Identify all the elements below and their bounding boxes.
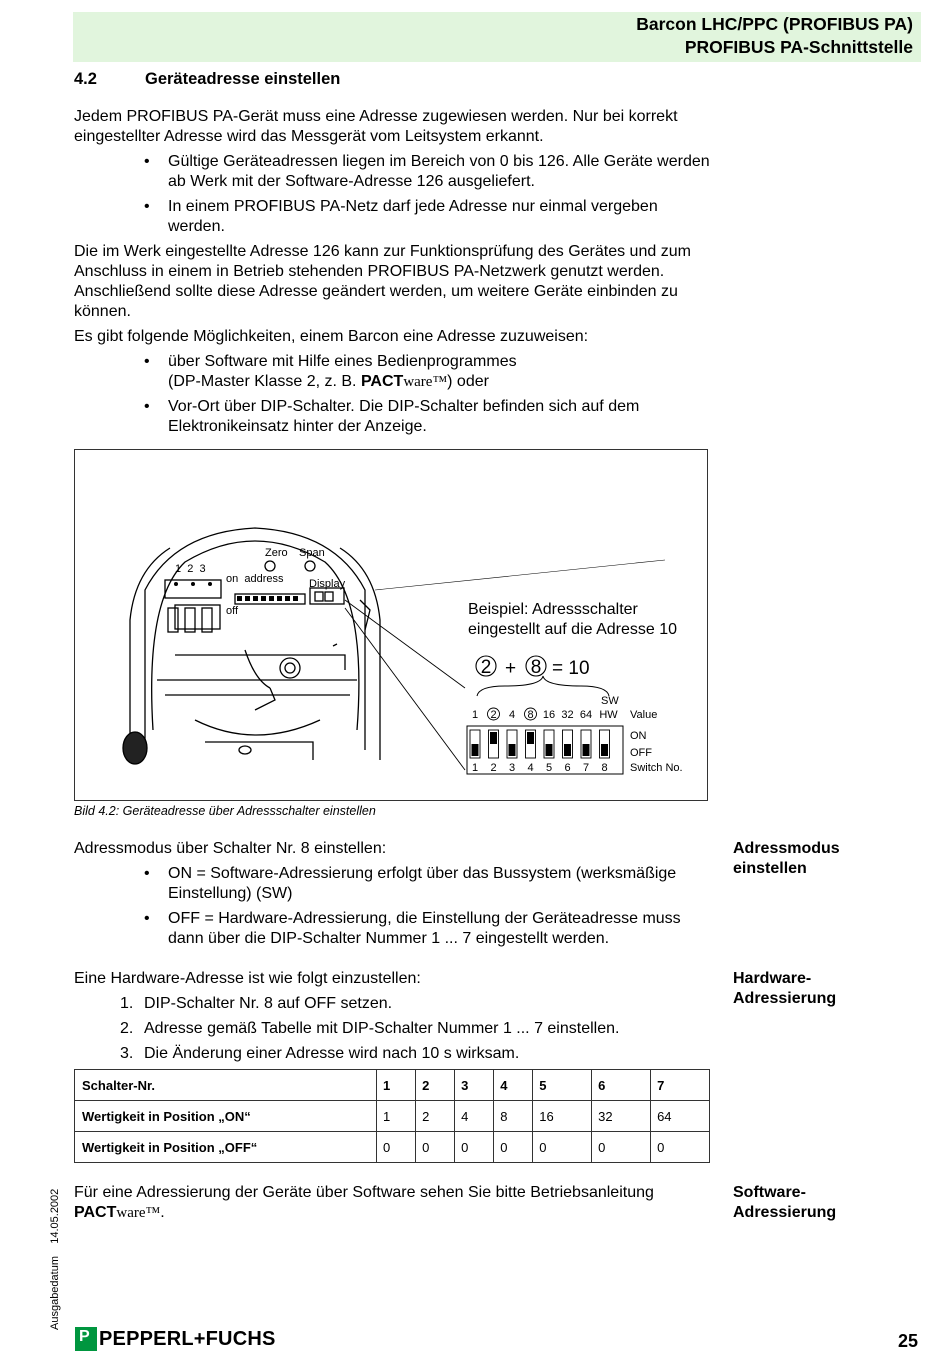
list-item: • Gültige Geräteadressen liegen im Bereich von 0 bis 126. Alle Geräte werden ab Werk mit der Software-Adresse 126 ausgeliefert.	[74, 152, 714, 192]
intro-bullet-list	[74, 152, 714, 237]
dip-switch-knob	[509, 744, 516, 756]
ware-text: ware™	[116, 1205, 161, 1221]
switch-number: 1	[471, 762, 479, 774]
table-row	[75, 1101, 710, 1132]
table-row	[75, 1070, 710, 1101]
option-software-line1: über Software mit Hilfe eines Bedienprogrammes	[168, 353, 517, 370]
figure-caption: Bild 4.2: Geräteadresse über Adressschalter einstellen	[74, 804, 376, 818]
table-row	[75, 1132, 710, 1163]
hardware-intro: Eine Hardware-Adresse ist wie folgt einzustellen:	[74, 970, 421, 987]
value-label: Value	[630, 709, 658, 721]
option-software-line2-post: ) oder	[447, 373, 489, 390]
margin-note-software	[733, 1183, 883, 1223]
switch-number: 5	[545, 762, 553, 774]
switch-number: 3	[508, 762, 516, 774]
list-item: • Vor-Ort über DIP-Schalter. Die DIP-Schalter befinden sich auf dem Elektronikeinsatz hinter der Anzeige.	[74, 397, 714, 437]
pepperl-fuchs-logo	[75, 1326, 276, 1352]
formula-b: 8	[530, 657, 542, 678]
software-sentence: Für eine Adressierung der Geräte über Software sehen Sie bitte Betriebsanleitung	[74, 1184, 654, 1201]
dip-switch-knob	[546, 744, 553, 756]
intro-paragraph: Jedem PROFIBUS PA-Gerät muss eine Adresse zugewiesen werden. Nur bei korrekt eingestellter Adresse wird das Messgerät vom Leitsystem erkannt.	[74, 108, 678, 145]
switch-row	[470, 730, 610, 758]
table-cell: 1	[377, 1101, 416, 1132]
value-tick: 4	[508, 709, 516, 721]
dip-switch-knob	[527, 732, 534, 744]
option-software-line2-pre: (DP-Master Klasse 2, z. B.	[168, 373, 361, 390]
table-cell: 0	[592, 1132, 651, 1163]
margin-note-line: Adressmodus	[733, 840, 840, 857]
table-cell: 0	[494, 1132, 533, 1163]
table-cell: 4	[455, 1101, 494, 1132]
ware-text: ware™	[403, 374, 448, 390]
value-tick: HW	[599, 709, 618, 721]
table-cell: 0	[416, 1132, 455, 1163]
table-cell: 4	[494, 1070, 533, 1101]
on-label: ON	[630, 730, 647, 742]
off-label: off	[226, 605, 239, 617]
value-tick: 1	[471, 709, 479, 721]
value-row	[472, 708, 618, 721]
table-row-label: Wertigkeit in Position „ON“	[75, 1101, 377, 1132]
table-cell: 1	[377, 1070, 416, 1101]
options-intro: Es gibt folgende Möglichkeiten, einem Barcon eine Adresse zuzuweisen:	[74, 328, 589, 345]
table-cell: 2	[416, 1070, 455, 1101]
hardware-steps	[74, 994, 714, 1064]
margin-note-address-mode	[733, 839, 883, 879]
address-mode-list	[74, 864, 714, 949]
software-paragraph	[74, 1183, 714, 1223]
example-line2: eingestellt auf die Adresse 10	[468, 621, 678, 638]
table-cell: 3	[455, 1070, 494, 1101]
list-item: • ON = Software-Adressierung erfolgt über das Bussystem (werksmäßige Einstellung) (SW)	[74, 864, 714, 904]
logo-mark-icon	[75, 1327, 97, 1351]
address-mode-text	[74, 839, 714, 954]
software-text	[74, 1183, 714, 1228]
value-tick: 64	[579, 709, 593, 721]
list-item	[74, 352, 714, 392]
factory-address-paragraph: Die im Werk eingestellte Adresse 126 kann zur Funktionsprüfung des Gerätes und zum Anschluss in einem in Betrieb stehenden PROFIBUS PA-Netzwerk genutzt werden. Anschließend sollte diese Adresse geändert werden, um weitere Geräte einbinden zu können.	[74, 243, 691, 320]
options-list	[74, 352, 714, 437]
value-tick: 2	[490, 709, 497, 721]
intro-text	[74, 107, 714, 442]
step-text: Die Änderung einer Adresse wird nach 10 s wirksam.	[144, 1045, 520, 1062]
table-cell: 0	[651, 1132, 710, 1163]
switch-number: 4	[527, 762, 534, 774]
header-title-line2: PROFIBUS PA-Schnittstelle	[684, 37, 913, 57]
header-title-line1: Barcon LHC/PPC (PROFIBUS PA)	[636, 14, 913, 34]
table-cell: 16	[533, 1101, 592, 1132]
logo-mark-letter: P	[79, 1328, 90, 1345]
table-cell: 7	[651, 1070, 710, 1101]
margin-note-hardware	[733, 969, 883, 1009]
list-item: 2. Adresse gemäß Tabelle mit DIP-Schalter Nummer 1 ... 7 einstellen.	[120, 1020, 620, 1037]
margin-note-line: Software-	[733, 1184, 806, 1201]
dip-switch-knob	[601, 744, 608, 756]
formula	[476, 656, 590, 679]
page-number: 25	[898, 1331, 919, 1351]
table-row-label: Wertigkeit in Position „OFF“	[75, 1132, 377, 1163]
list-item: • In einem PROFIBUS PA-Netz darf jede Adresse nur einmal vergeben werden.	[74, 197, 714, 237]
value-tick: 32	[561, 709, 574, 721]
switch-no-label: Switch No.	[630, 762, 683, 774]
table-cell: 8	[494, 1101, 533, 1132]
address-mode-intro: Adressmodus über Schalter Nr. 8 einstellen:	[74, 840, 387, 857]
margin-note-line: Adressierung	[733, 1204, 837, 1221]
logo-text: PEPPERL+FUCHS	[99, 1327, 276, 1350]
table-cell: 0	[533, 1132, 592, 1163]
step-text: Adresse gemäß Tabelle mit DIP-Schalter Nummer 1 ... 7 einstellen.	[144, 1020, 620, 1037]
terminal-numbers: 1 2 3	[175, 563, 206, 575]
switch-number: 2	[490, 762, 497, 774]
dip-switch-knob	[490, 732, 497, 744]
table-cell: 6	[592, 1070, 651, 1101]
dip-switch-knob	[583, 744, 590, 756]
value-tick: 8	[527, 709, 534, 721]
list-item: 1. DIP-Schalter Nr. 8 auf OFF setzen.	[120, 995, 393, 1012]
issue-date	[49, 1189, 61, 1330]
section-title: Geräteadresse einstellen	[145, 70, 341, 88]
document-title	[636, 13, 913, 59]
switch-value-table	[74, 1069, 710, 1163]
formula-brace	[477, 676, 609, 696]
sw-label: SW	[601, 695, 619, 707]
issue-date-label: Ausgabedatum	[49, 1256, 61, 1330]
switch-number: 6	[564, 762, 571, 774]
example-line1: Beispiel: Adressschalter	[468, 601, 638, 618]
formula-result: = 10	[552, 658, 590, 679]
dip-switch-knob	[564, 744, 571, 756]
table-row-label: Schalter-Nr.	[75, 1070, 377, 1101]
device-illustration	[75, 450, 709, 802]
hardware-text	[74, 969, 714, 1069]
table-cell: 0	[455, 1132, 494, 1163]
pact-text: PACT	[360, 373, 404, 390]
zero-label: Zero	[265, 547, 288, 559]
figure-frame	[74, 449, 708, 801]
table-cell: 0	[377, 1132, 416, 1163]
table-cell: 32	[592, 1101, 651, 1132]
margin-note-line: einstellen	[733, 860, 807, 877]
formula-plus: +	[505, 658, 517, 679]
display-label: Display	[309, 578, 346, 590]
pact-text: PACT	[74, 1204, 117, 1221]
span-label: Span	[299, 547, 325, 559]
section-heading	[74, 70, 340, 89]
list-item: • OFF = Hardware-Adressierung, die Einstellung der Geräteadresse muss dann über die DIP-Schalter Nummer 1 ... 7 eingestellt werden.	[74, 909, 714, 949]
list-item: 3. Die Änderung einer Adresse wird nach 10 s wirksam.	[120, 1045, 520, 1062]
table-cell: 5	[533, 1070, 592, 1101]
pactware-brand	[361, 373, 447, 390]
margin-note-line: Adressierung	[733, 990, 837, 1007]
switch-number-row	[472, 762, 608, 774]
header-bar	[73, 12, 921, 62]
formula-a: 2	[480, 657, 492, 678]
off-state-label: OFF	[630, 747, 652, 759]
software-period: .	[160, 1204, 165, 1221]
on-address-label: on address	[226, 573, 284, 585]
switch-number: 8	[601, 762, 608, 774]
margin-note-line: Hardware-	[733, 970, 812, 987]
issue-date-value: 14.05.2002	[49, 1188, 61, 1244]
table-cell: 2	[416, 1101, 455, 1132]
step-text: DIP-Schalter Nr. 8 auf OFF setzen.	[144, 995, 393, 1012]
switch-number: 7	[582, 762, 590, 774]
value-tick: 16	[542, 709, 556, 721]
table-cell: 64	[651, 1101, 710, 1132]
pactware-brand	[74, 1204, 160, 1221]
section-number: 4.2	[74, 70, 97, 88]
dip-switch-knob	[472, 744, 479, 756]
